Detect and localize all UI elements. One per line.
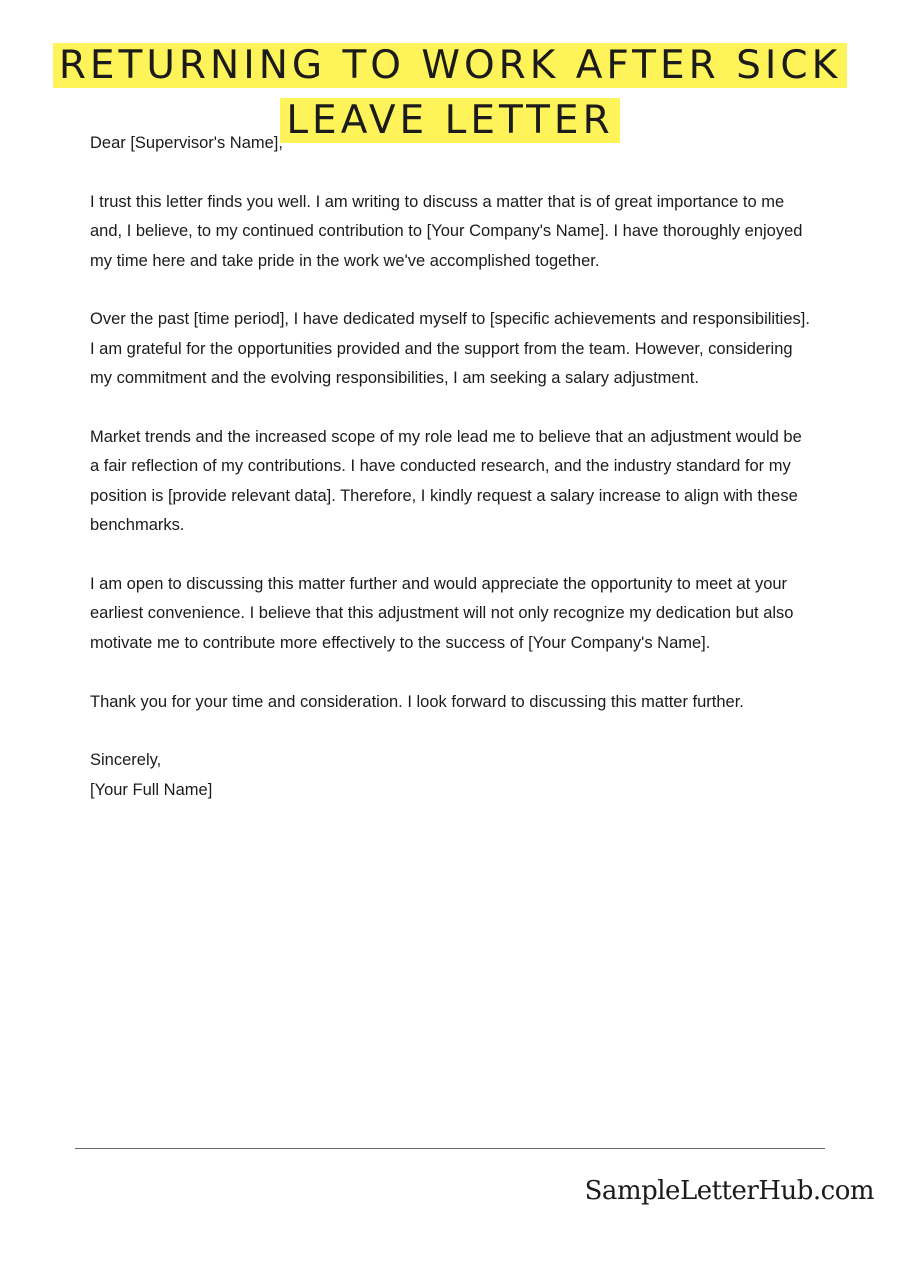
- letter-body: [90, 129, 815, 805]
- title-line-1: RETURNING TO WORK AFTER SICK: [58, 43, 842, 88]
- paragraph-1: I trust this letter finds you well. I am writing to discuss a matter that is of great importance to me and, I believe, to my continued contribution to [Your Company's Name]. I have thoroughly enjoyed my time here and take pride in the work we've accomplished together.: [90, 192, 803, 270]
- paragraph-3: Market trends and the increased scope of my role lead me to believe that an adjustment would be a fair reflection of my contributions. I have conducted research, and the industry standard for my position is [provide relevant data]. Therefore, I kindly request a salary increase to align with these benchmarks.: [90, 428, 802, 535]
- title-highlight: [53, 43, 847, 143]
- paragraph-5: Thank you for your time and consideration. I look forward to discussing this matter further.: [90, 692, 744, 711]
- brand-logo: SampleLetterHub.com: [584, 1176, 874, 1206]
- salutation: Dear [Supervisor's Name],: [90, 134, 283, 152]
- footer-divider: [75, 1148, 825, 1149]
- signature: [Your Full Name]: [90, 780, 213, 799]
- title-line-2: LEAVE LETTER: [286, 98, 614, 143]
- paragraph-2: Over the past [time period], I have dedicated myself to [specific achievements and responsibilities]. I am grateful for the opportunities provided and the support from the team. However, considering my commitment and the evolving responsibilities, I am seeking a salary adjustment.: [90, 310, 810, 388]
- closing: Sincerely,: [90, 751, 162, 770]
- paragraph-4: I am open to discussing this matter further and would appreciate the opportunity to meet at your earliest convenience. I believe that this adjustment will not only recognize my dedication but also motivate me to contribute more effectively to the success of [Your Company's Name].: [90, 575, 794, 652]
